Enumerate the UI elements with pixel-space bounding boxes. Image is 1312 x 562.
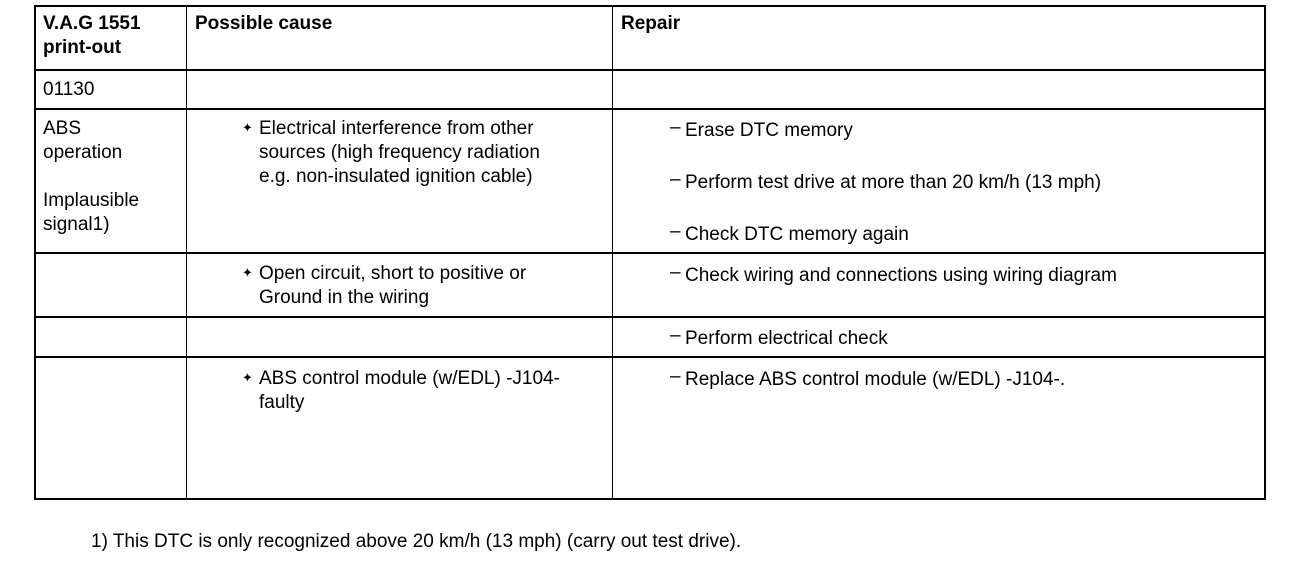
dash-icon: – bbox=[670, 169, 681, 190]
dash-icon: – bbox=[670, 117, 681, 138]
repair-step-text: Erase DTC memory bbox=[685, 120, 853, 141]
header-repair: Repair bbox=[621, 13, 681, 34]
printout-line: operation bbox=[43, 142, 123, 163]
repair-step-text: Replace ABS control module (w/EDL) -J104-. bbox=[685, 369, 1066, 390]
header-possible-cause: Possible cause bbox=[195, 13, 333, 34]
footnote: 1) This DTC is only recognized above 20 km/h (13 mph) (carry out test drive). bbox=[91, 531, 742, 552]
header-printout-line1: V.A.G 1551 bbox=[43, 13, 141, 34]
cause-item bbox=[242, 262, 604, 310]
repair-step-text: Perform test drive at more than 20 km/h (13 mph) bbox=[685, 172, 1102, 193]
row-divider bbox=[36, 316, 1264, 318]
row-divider bbox=[36, 108, 1264, 110]
cause-line: Electrical interference from other bbox=[259, 118, 534, 139]
cause-line: faulty bbox=[259, 392, 305, 413]
cause-line: e.g. non-insulated ignition cable) bbox=[259, 166, 533, 187]
bullet-icon: ✦ bbox=[242, 265, 253, 280]
bullet-icon: ✦ bbox=[242, 120, 253, 135]
header-printout-line2: print-out bbox=[43, 37, 122, 58]
printout-line: Implausible bbox=[43, 190, 140, 211]
row-divider bbox=[36, 356, 1264, 358]
dash-icon: – bbox=[670, 262, 681, 283]
cause-item bbox=[242, 367, 604, 415]
dtc-code: 01130 bbox=[43, 79, 95, 100]
dash-icon: – bbox=[670, 366, 681, 387]
printout-line-spacer bbox=[43, 165, 183, 189]
repair-step bbox=[670, 117, 853, 143]
printout-line: ABS bbox=[43, 118, 82, 139]
repair-step bbox=[670, 262, 1117, 288]
cause-line: ABS control module (w/EDL) -J104- bbox=[259, 368, 560, 389]
dash-icon: – bbox=[670, 221, 681, 242]
header-printout bbox=[43, 12, 183, 60]
cause-item bbox=[242, 117, 604, 189]
dtc-table bbox=[34, 5, 1266, 500]
repair-step bbox=[670, 221, 909, 247]
repair-step bbox=[670, 169, 1102, 195]
dash-icon: – bbox=[670, 325, 681, 346]
repair-step-text: Check DTC memory again bbox=[685, 224, 909, 245]
printout-line: signal1) bbox=[43, 214, 110, 235]
row-divider bbox=[36, 252, 1264, 254]
repair-step-text: Check wiring and connections using wiring diagram bbox=[685, 265, 1117, 286]
repair-step bbox=[670, 366, 1066, 392]
cause-line: Ground in the wiring bbox=[259, 287, 430, 308]
printout-description bbox=[43, 117, 183, 237]
repair-step bbox=[670, 325, 888, 351]
repair-step-text: Perform electrical check bbox=[685, 328, 888, 349]
cause-line: sources (high frequency radiation bbox=[259, 142, 540, 163]
bullet-icon: ✦ bbox=[242, 370, 253, 385]
cause-line: Open circuit, short to positive or bbox=[259, 263, 527, 284]
row-divider bbox=[36, 69, 1264, 71]
